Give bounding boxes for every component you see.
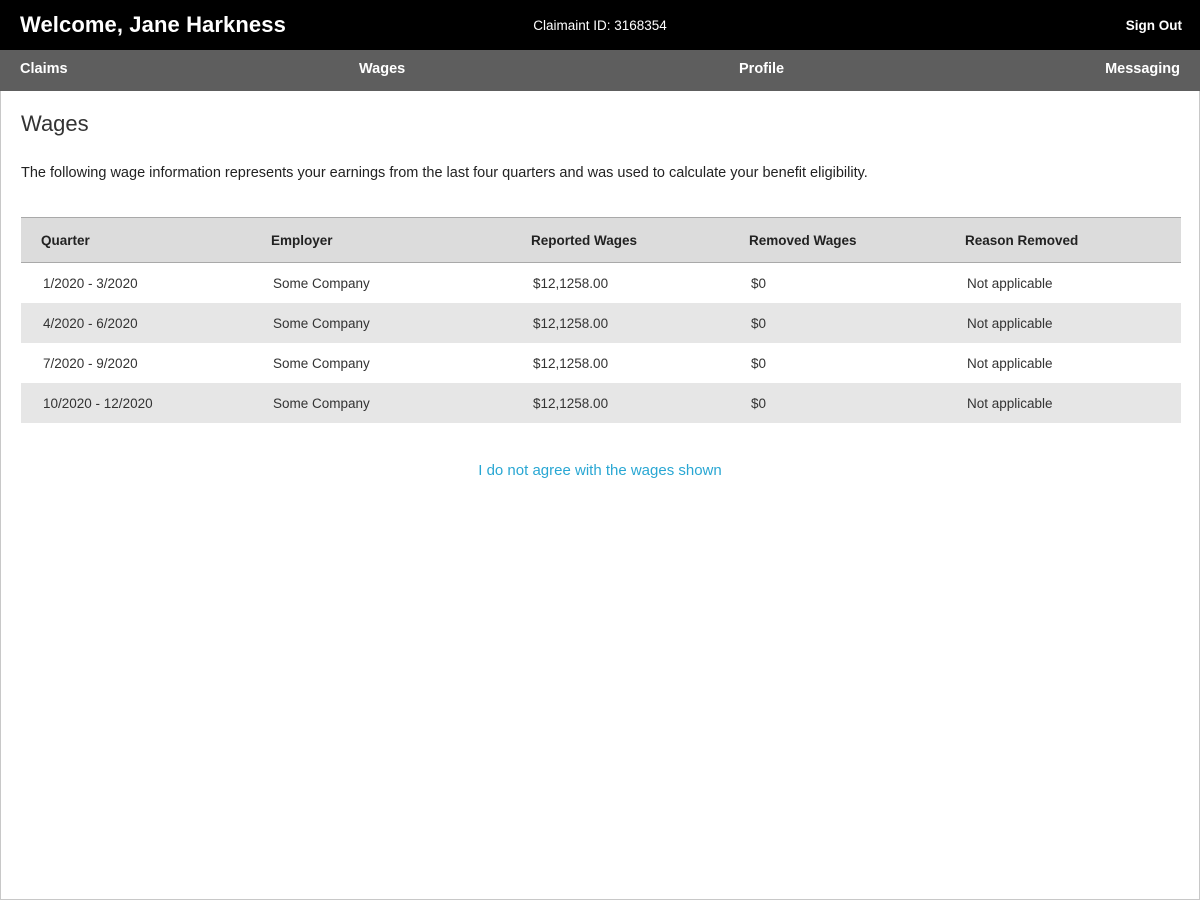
wages-table bbox=[21, 217, 1181, 423]
claimant-id-label: Claimaint ID: 3168354 bbox=[533, 17, 667, 33]
top-header-bar bbox=[0, 0, 1200, 50]
cell-reason-removed: Not applicable bbox=[945, 343, 1181, 383]
cell-employer: Some Company bbox=[251, 343, 511, 383]
cell-reported-wages: $12,1258.00 bbox=[511, 343, 729, 383]
welcome-message: Welcome, Jane Harkness bbox=[20, 12, 286, 37]
cell-removed-wages: $0 bbox=[729, 383, 945, 423]
column-header-reason-removed: Reason Removed bbox=[945, 218, 1181, 263]
table-row bbox=[21, 263, 1181, 304]
cell-removed-wages: $0 bbox=[729, 263, 945, 304]
wages-table-header bbox=[21, 218, 1181, 263]
table-header-row bbox=[21, 218, 1181, 263]
disagree-link-container bbox=[1, 462, 1199, 480]
cell-reason-removed: Not applicable bbox=[945, 383, 1181, 423]
cell-quarter: 1/2020 - 3/2020 bbox=[21, 263, 251, 304]
cell-reported-wages: $12,1258.00 bbox=[511, 383, 729, 423]
page-description: The following wage information represents your earnings from the last four quarters and was used to calculate your benefit eligibility. bbox=[21, 165, 868, 181]
cell-removed-wages: $0 bbox=[729, 303, 945, 343]
cell-quarter: 7/2020 - 9/2020 bbox=[21, 343, 251, 383]
wages-table-body bbox=[21, 263, 1181, 424]
main-navigation bbox=[0, 50, 1200, 91]
cell-employer: Some Company bbox=[251, 263, 511, 304]
cell-reported-wages: $12,1258.00 bbox=[511, 263, 729, 304]
table-row bbox=[21, 383, 1181, 423]
cell-reason-removed: Not applicable bbox=[945, 263, 1181, 304]
disagree-with-wages-link[interactable]: I do not agree with the wages shown bbox=[478, 462, 722, 479]
cell-employer: Some Company bbox=[251, 383, 511, 423]
table-row bbox=[21, 343, 1181, 383]
page-title: Wages bbox=[21, 111, 89, 136]
nav-item-claims[interactable]: Claims bbox=[20, 50, 68, 95]
column-header-removed-wages: Removed Wages bbox=[729, 218, 945, 263]
main-content-panel bbox=[0, 91, 1200, 900]
sign-out-link[interactable]: Sign Out bbox=[1125, 17, 1182, 33]
nav-item-profile[interactable]: Profile bbox=[739, 61, 785, 77]
cell-quarter: 10/2020 - 12/2020 bbox=[21, 383, 251, 423]
column-header-quarter: Quarter bbox=[21, 218, 251, 263]
cell-reported-wages: $12,1258.00 bbox=[511, 303, 729, 343]
cell-reason-removed: Not applicable bbox=[945, 303, 1181, 343]
cell-removed-wages: $0 bbox=[729, 343, 945, 383]
table-row bbox=[21, 303, 1181, 343]
cell-employer: Some Company bbox=[251, 303, 511, 343]
column-header-employer: Employer bbox=[251, 218, 511, 263]
column-header-reported-wages: Reported Wages bbox=[511, 218, 729, 263]
nav-item-messaging[interactable]: Messaging bbox=[1105, 61, 1180, 77]
nav-item-wages[interactable]: Wages bbox=[359, 61, 406, 77]
cell-quarter: 4/2020 - 6/2020 bbox=[21, 303, 251, 343]
